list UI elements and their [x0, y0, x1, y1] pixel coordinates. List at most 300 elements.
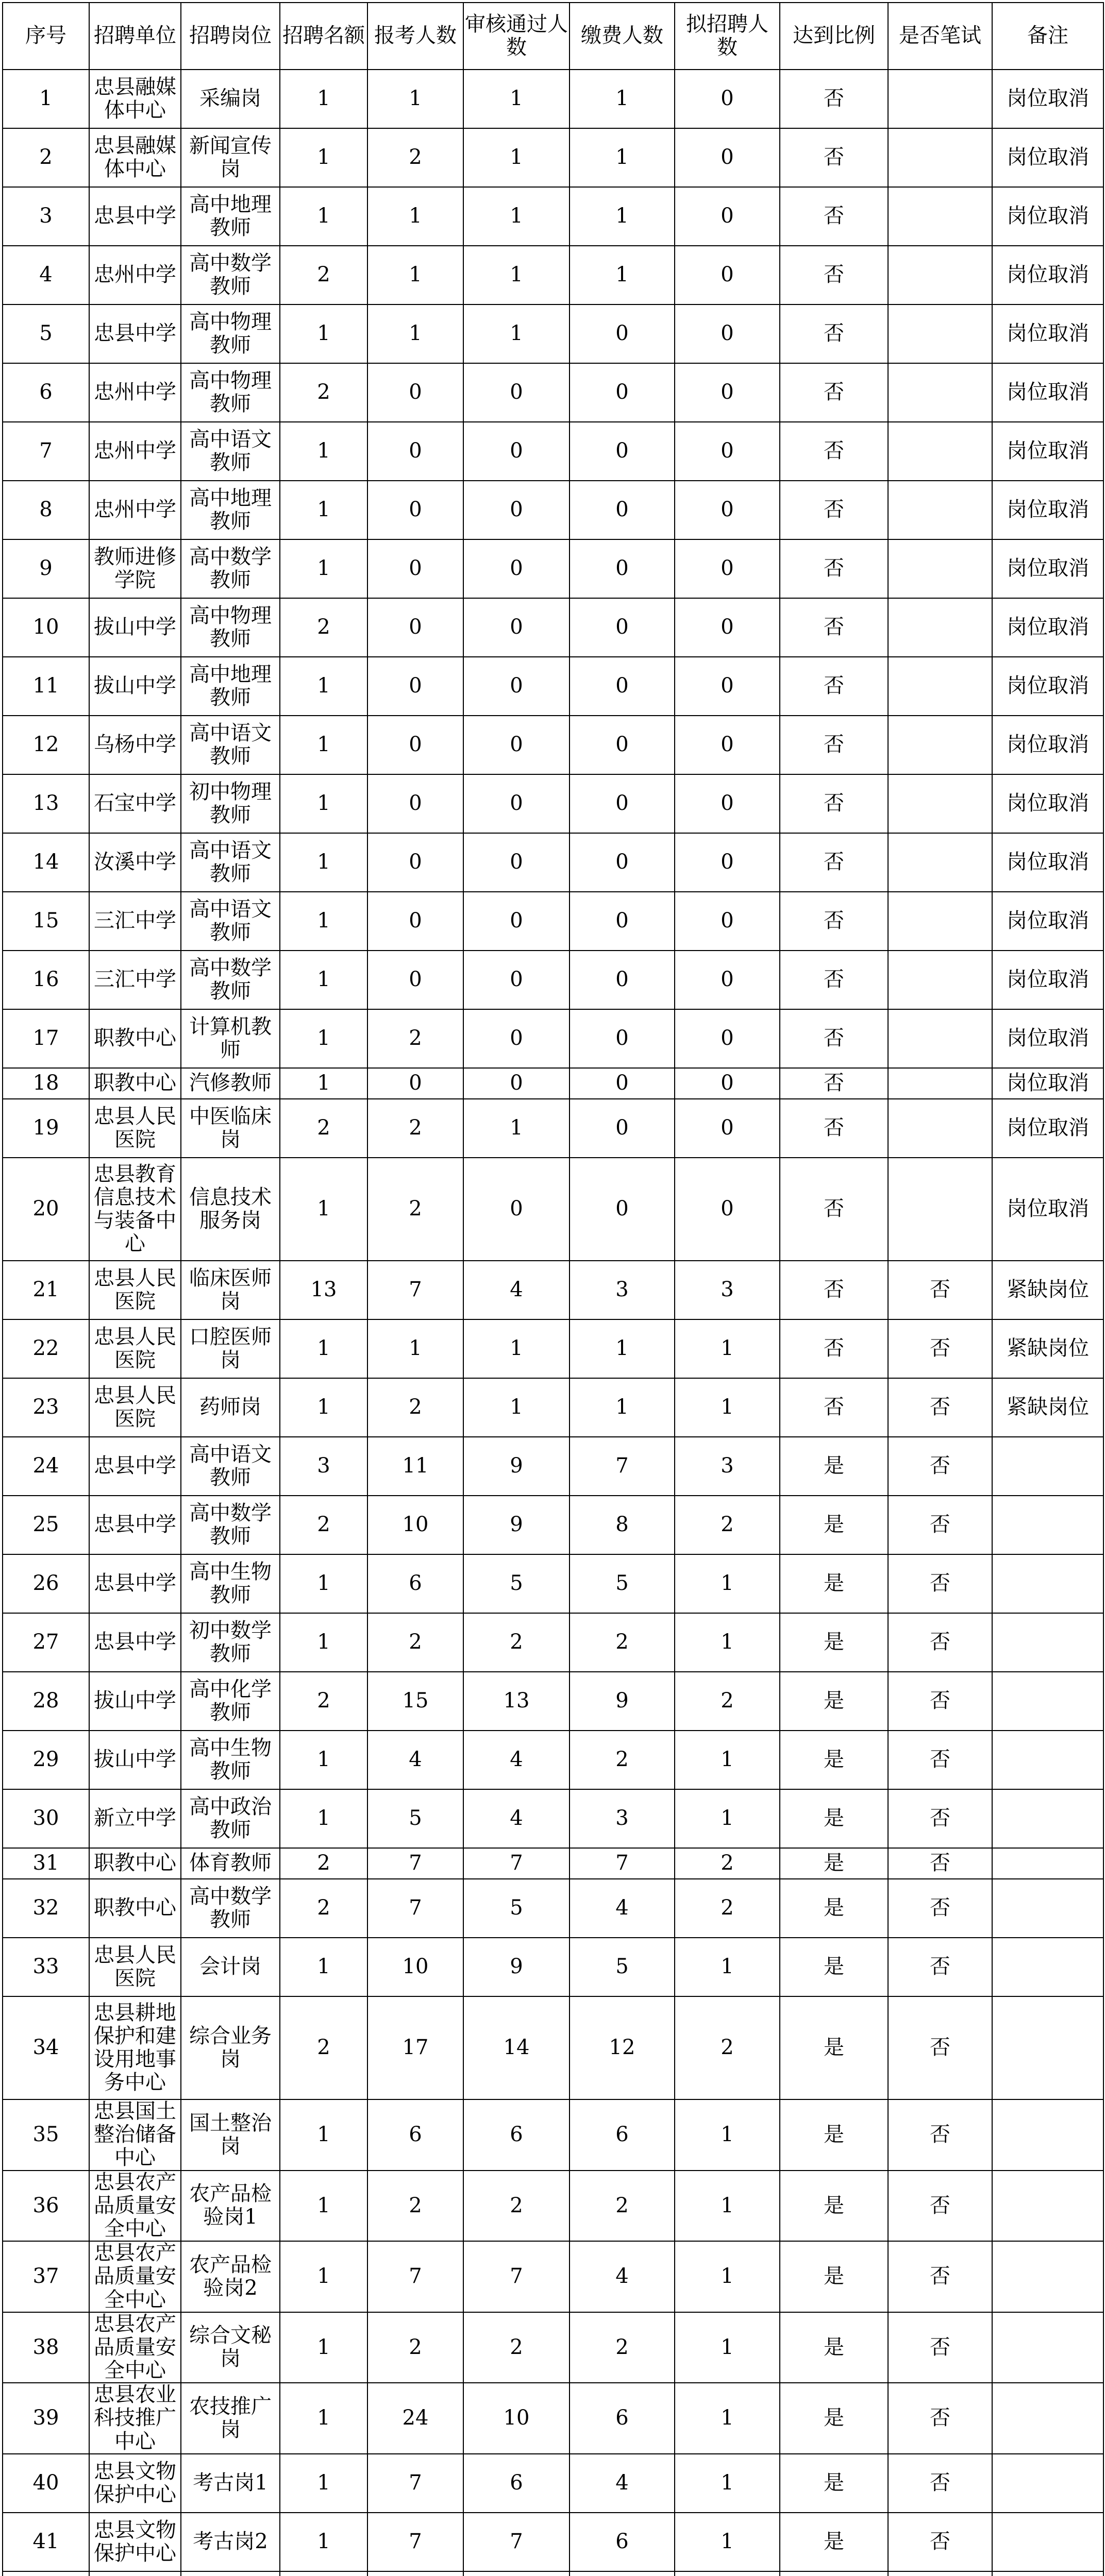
- cell-col-unit: 汝溪中学: [89, 833, 181, 892]
- cell-col-paid: 0: [570, 892, 675, 951]
- cell-col-position: 高中物理教师: [181, 598, 280, 657]
- cell-col-approved: 0: [463, 598, 570, 657]
- cell-col-ratio-met: 是: [780, 2312, 888, 2383]
- cell-col-quota: 2: [280, 1672, 367, 1731]
- cell-col-unit: 职教中心: [89, 1879, 181, 1938]
- cell-col-quota: [280, 2571, 367, 2576]
- cell-col-index: 12: [3, 716, 89, 774]
- cell-col-index: 24: [3, 1437, 89, 1496]
- cell-col-unit: 职教中心: [89, 1848, 181, 1879]
- cell-col-applicants: 11: [367, 1437, 463, 1496]
- cell-col-written-exam: [888, 481, 992, 539]
- table-row: [3, 128, 1103, 187]
- table-row: [3, 2513, 1103, 2571]
- cell-col-remarks: 岗位取消: [992, 657, 1103, 716]
- cell-col-ratio-met: 是: [780, 2099, 888, 2171]
- cell-col-applicants: 0: [367, 539, 463, 598]
- cell-col-applicants: 0: [367, 363, 463, 422]
- cell-col-index: 40: [3, 2454, 89, 2513]
- cell-col-position: 考古岗2: [181, 2513, 280, 2571]
- cell-col-remarks: 岗位取消: [992, 539, 1103, 598]
- cell-col-quota: 1: [280, 1789, 367, 1848]
- cell-col-remarks: [992, 1996, 1103, 2099]
- cell-col-applicants: 2: [367, 2312, 463, 2383]
- cell-col-planned-hires: 0: [675, 892, 780, 951]
- cell-col-position: 高中地理教师: [181, 481, 280, 539]
- cell-col-unit: 忠县人民医院: [89, 1378, 181, 1437]
- cell-col-remarks: 岗位取消: [992, 1009, 1103, 1068]
- cell-col-position: 考古岗1: [181, 2454, 280, 2513]
- cell-col-unit: 忠县文物保护中心: [89, 2513, 181, 2571]
- cell-col-planned-hires: 0: [675, 1068, 780, 1099]
- cell-col-unit: 新立中学: [89, 1789, 181, 1848]
- table-row: [3, 598, 1103, 657]
- cell-col-paid: 0: [570, 774, 675, 833]
- cell-col-remarks: [992, 2171, 1103, 2242]
- cell-col-written-exam: 否: [888, 1848, 992, 1879]
- cell-col-approved: 2: [463, 2312, 570, 2383]
- cell-col-planned-hires: 0: [675, 187, 780, 246]
- cell-col-applicants: 1: [367, 304, 463, 363]
- cell-col-remarks: 岗位取消: [992, 951, 1103, 1009]
- cell-col-index: 4: [3, 246, 89, 304]
- cell-col-written-exam: [888, 716, 992, 774]
- cell-col-remarks: [992, 1938, 1103, 1996]
- table-row: [3, 1996, 1103, 2099]
- table-body: [3, 70, 1103, 2576]
- cell-col-remarks: 紧缺岗位: [992, 1261, 1103, 1319]
- cell-col-written-exam: [888, 657, 992, 716]
- cell-col-index: 13: [3, 774, 89, 833]
- cell-col-applicants: 4: [367, 1731, 463, 1789]
- header-col-applicants: 报考人数: [367, 3, 463, 70]
- cell-col-index: 27: [3, 1613, 89, 1672]
- cell-col-written-exam: 否: [888, 2513, 992, 2571]
- table-row: [3, 2571, 1103, 2576]
- cell-col-ratio-met: 是: [780, 1437, 888, 1496]
- cell-col-planned-hires: 1: [675, 2383, 780, 2454]
- cell-col-applicants: 2: [367, 1099, 463, 1158]
- cell-col-quota: 1: [280, 1319, 367, 1378]
- cell-col-unit: 忠州中学: [89, 363, 181, 422]
- cell-col-planned-hires: 1: [675, 2312, 780, 2383]
- cell-col-written-exam: [888, 128, 992, 187]
- cell-col-unit: 忠县农产品质量安全中心: [89, 2312, 181, 2383]
- cell-col-approved: 0: [463, 1009, 570, 1068]
- cell-col-quota: 1: [280, 70, 367, 128]
- cell-col-approved: 0: [463, 1068, 570, 1099]
- cell-col-quota: 2: [280, 1848, 367, 1879]
- cell-col-index: 34: [3, 1996, 89, 2099]
- cell-col-applicants: 1: [367, 187, 463, 246]
- cell-col-paid: 6: [570, 2513, 675, 2571]
- cell-col-planned-hires: 0: [675, 1158, 780, 1261]
- cell-col-planned-hires: 1: [675, 2513, 780, 2571]
- cell-col-quota: 13: [280, 1261, 367, 1319]
- cell-col-remarks: [992, 1496, 1103, 1554]
- cell-col-approved: 6: [463, 2454, 570, 2513]
- cell-col-applicants: 10: [367, 1496, 463, 1554]
- cell-col-unit: 三汇中学: [89, 951, 181, 1009]
- cell-col-position: 农产品检验岗2: [181, 2241, 280, 2312]
- table-row: [3, 1009, 1103, 1068]
- cell-col-paid: 1: [570, 1378, 675, 1437]
- cell-col-applicants: 0: [367, 716, 463, 774]
- cell-col-position: 高中地理教师: [181, 657, 280, 716]
- cell-col-written-exam: [888, 1009, 992, 1068]
- cell-col-unit: 忠县国土整治储备中心: [89, 2099, 181, 2171]
- cell-col-index: 11: [3, 657, 89, 716]
- cell-col-paid: 9: [570, 1672, 675, 1731]
- cell-col-quota: 1: [280, 2171, 367, 2242]
- cell-col-remarks: 岗位取消: [992, 187, 1103, 246]
- table-row: [3, 892, 1103, 951]
- cell-col-approved: 9: [463, 1938, 570, 1996]
- cell-col-position: 高中生物教师: [181, 1731, 280, 1789]
- cell-col-approved: 6: [463, 2099, 570, 2171]
- cell-col-index: 25: [3, 1496, 89, 1554]
- cell-col-quota: 1: [280, 481, 367, 539]
- cell-col-planned-hires: 0: [675, 951, 780, 1009]
- cell-col-index: 8: [3, 481, 89, 539]
- cell-col-approved: 9: [463, 1437, 570, 1496]
- table-row: [3, 2383, 1103, 2454]
- cell-col-ratio-met: 否: [780, 187, 888, 246]
- cell-col-ratio-met: 否: [780, 598, 888, 657]
- cell-col-planned-hires: 1: [675, 2099, 780, 2171]
- cell-col-written-exam: 否: [888, 2099, 992, 2171]
- cell-col-ratio-met: 否: [780, 774, 888, 833]
- cell-col-planned-hires: 0: [675, 833, 780, 892]
- cell-col-quota: 1: [280, 1731, 367, 1789]
- cell-col-unit: 三汇中学: [89, 892, 181, 951]
- cell-col-position: 体育教师: [181, 1848, 280, 1879]
- cell-col-planned-hires: 2: [675, 1496, 780, 1554]
- cell-col-approved: 0: [463, 539, 570, 598]
- cell-col-applicants: 7: [367, 1848, 463, 1879]
- cell-col-position: 高中物理教师: [181, 304, 280, 363]
- cell-col-remarks: 岗位取消: [992, 598, 1103, 657]
- cell-col-paid: 0: [570, 363, 675, 422]
- cell-col-planned-hires: 0: [675, 481, 780, 539]
- cell-col-approved: 0: [463, 716, 570, 774]
- cell-col-written-exam: [888, 1099, 992, 1158]
- cell-col-position: 农技推广岗: [181, 2383, 280, 2454]
- cell-col-unit: 忠县文物保护中心: [89, 2454, 181, 2513]
- cell-col-paid: 0: [570, 539, 675, 598]
- cell-col-ratio-met: 否: [780, 1099, 888, 1158]
- cell-col-position: 高中数学教师: [181, 951, 280, 1009]
- table-row: [3, 1672, 1103, 1731]
- cell-col-position: 口腔医师岗: [181, 1319, 280, 1378]
- cell-col-paid: 6: [570, 2099, 675, 2171]
- cell-col-paid: 0: [570, 422, 675, 481]
- cell-col-planned-hires: 0: [675, 774, 780, 833]
- cell-col-applicants: 7: [367, 1879, 463, 1938]
- cell-col-position: 高中化学教师: [181, 1672, 280, 1731]
- cell-col-unit: 忠县人民医院: [89, 1261, 181, 1319]
- cell-col-written-exam: [888, 539, 992, 598]
- header-col-unit: 招聘单位: [89, 3, 181, 70]
- cell-col-remarks: 紧缺岗位: [992, 1378, 1103, 1437]
- cell-col-planned-hires: 3: [675, 1437, 780, 1496]
- cell-col-position: 高中政治教师: [181, 1789, 280, 1848]
- cell-col-position: 高中数学教师: [181, 246, 280, 304]
- table-row: [3, 1613, 1103, 1672]
- cell-col-approved: 1: [463, 1378, 570, 1437]
- cell-col-position: 采编岗: [181, 70, 280, 128]
- table-row: [3, 2099, 1103, 2171]
- cell-col-applicants: 6: [367, 1554, 463, 1613]
- cell-col-unit: [89, 2571, 181, 2576]
- cell-col-planned-hires: 2: [675, 1879, 780, 1938]
- cell-col-index: 17: [3, 1009, 89, 1068]
- cell-col-index: 14: [3, 833, 89, 892]
- cell-col-ratio-met: 否: [780, 422, 888, 481]
- table-row: [3, 1437, 1103, 1496]
- cell-col-written-exam: 否: [888, 2383, 992, 2454]
- table-row: [3, 1496, 1103, 1554]
- table-row: [3, 833, 1103, 892]
- cell-col-ratio-met: 是: [780, 1848, 888, 1879]
- cell-col-quota: 1: [280, 2454, 367, 2513]
- cell-col-planned-hires: 0: [675, 70, 780, 128]
- cell-col-position: 高中语文教师: [181, 1437, 280, 1496]
- cell-col-quota: 1: [280, 1554, 367, 1613]
- cell-col-written-exam: [888, 70, 992, 128]
- cell-col-planned-hires: 0: [675, 304, 780, 363]
- cell-col-index: 15: [3, 892, 89, 951]
- cell-col-unit: 乌杨中学: [89, 716, 181, 774]
- cell-col-written-exam: [888, 422, 992, 481]
- cell-col-applicants: 7: [367, 2454, 463, 2513]
- cell-col-written-exam: [888, 246, 992, 304]
- cell-col-applicants: 7: [367, 2513, 463, 2571]
- cell-col-quota: 2: [280, 1996, 367, 2099]
- cell-col-planned-hires: 1: [675, 1554, 780, 1613]
- cell-col-quota: 1: [280, 187, 367, 246]
- cell-col-planned-hires: 0: [675, 128, 780, 187]
- cell-col-approved: 2: [463, 2171, 570, 2242]
- cell-col-applicants: 15: [367, 1672, 463, 1731]
- cell-col-ratio-met: 是: [780, 1879, 888, 1938]
- cell-col-quota: 1: [280, 2312, 367, 2383]
- cell-col-approved: 1: [463, 304, 570, 363]
- cell-col-index: 3: [3, 187, 89, 246]
- cell-col-approved: 0: [463, 481, 570, 539]
- cell-col-quota: 2: [280, 1879, 367, 1938]
- cell-col-unit: 拔山中学: [89, 598, 181, 657]
- cell-col-approved: 13: [463, 1672, 570, 1731]
- cell-col-ratio-met: 否: [780, 657, 888, 716]
- cell-col-ratio-met: 否: [780, 1009, 888, 1068]
- table-row: [3, 1158, 1103, 1261]
- cell-col-paid: 12: [570, 1996, 675, 2099]
- cell-col-quota: 1: [280, 128, 367, 187]
- cell-col-applicants: 0: [367, 892, 463, 951]
- cell-col-approved: 5: [463, 1554, 570, 1613]
- cell-col-applicants: 7: [367, 1261, 463, 1319]
- cell-col-unit: 忠县中学: [89, 1554, 181, 1613]
- cell-col-applicants: 7: [367, 2241, 463, 2312]
- cell-col-ratio-met: 是: [780, 1789, 888, 1848]
- cell-col-ratio-met: 是: [780, 2454, 888, 2513]
- table-header-row: [3, 3, 1103, 70]
- cell-col-planned-hires: 1: [675, 2241, 780, 2312]
- header-col-quota: 招聘名额: [280, 3, 367, 70]
- cell-col-index: 16: [3, 951, 89, 1009]
- cell-col-planned-hires: 1: [675, 1319, 780, 1378]
- cell-col-index: 21: [3, 1261, 89, 1319]
- cell-col-position: 国土整治岗: [181, 2099, 280, 2171]
- cell-col-unit: 忠县人民医院: [89, 1319, 181, 1378]
- cell-col-remarks: [992, 2513, 1103, 2571]
- cell-col-approved: 7: [463, 2513, 570, 2571]
- cell-col-written-exam: [888, 951, 992, 1009]
- cell-col-applicants: 5: [367, 1789, 463, 1848]
- cell-col-applicants: 1: [367, 70, 463, 128]
- cell-col-planned-hires: 0: [675, 363, 780, 422]
- cell-col-remarks: [992, 1848, 1103, 1879]
- cell-col-approved: 0: [463, 892, 570, 951]
- cell-col-unit: 忠县农产品质量安全中心: [89, 2171, 181, 2242]
- cell-col-ratio-met: 否: [780, 1158, 888, 1261]
- cell-col-unit: 忠县融媒体中心: [89, 128, 181, 187]
- cell-col-ratio-met: 否: [780, 246, 888, 304]
- cell-col-planned-hires: 0: [675, 598, 780, 657]
- cell-col-paid: 0: [570, 657, 675, 716]
- cell-col-paid: 0: [570, 481, 675, 539]
- cell-col-remarks: [992, 2241, 1103, 2312]
- table-row: [3, 187, 1103, 246]
- cell-col-remarks: 岗位取消: [992, 1068, 1103, 1099]
- cell-col-quota: 2: [280, 363, 367, 422]
- header-col-ratio-met: 达到比例: [780, 3, 888, 70]
- recruitment-table: [2, 2, 1104, 2576]
- cell-col-paid: 1: [570, 187, 675, 246]
- cell-col-applicants: [367, 2571, 463, 2576]
- cell-col-index: 38: [3, 2312, 89, 2383]
- cell-col-ratio-met: 是: [780, 1613, 888, 1672]
- table-row: [3, 422, 1103, 481]
- cell-col-written-exam: 否: [888, 1731, 992, 1789]
- cell-col-paid: 1: [570, 128, 675, 187]
- cell-col-unit: 职教中心: [89, 1068, 181, 1099]
- cell-col-ratio-met: 是: [780, 1731, 888, 1789]
- cell-col-paid: 0: [570, 1099, 675, 1158]
- header-col-paid: 缴费人数: [570, 3, 675, 70]
- table-row: [3, 2171, 1103, 2242]
- cell-col-applicants: 0: [367, 951, 463, 1009]
- cell-col-written-exam: [888, 1068, 992, 1099]
- cell-col-remarks: 岗位取消: [992, 422, 1103, 481]
- cell-col-quota: 2: [280, 1099, 367, 1158]
- cell-col-applicants: 0: [367, 1068, 463, 1099]
- cell-col-approved: 2: [463, 1613, 570, 1672]
- cell-col-position: 高中生物教师: [181, 1554, 280, 1613]
- cell-col-unit: 忠县人民医院: [89, 1938, 181, 1996]
- cell-col-approved: 0: [463, 1158, 570, 1261]
- cell-col-quota: 1: [280, 951, 367, 1009]
- cell-col-ratio-met: 否: [780, 304, 888, 363]
- cell-col-ratio-met: 否: [780, 1378, 888, 1437]
- cell-col-planned-hires: 1: [675, 2171, 780, 2242]
- cell-col-index: 36: [3, 2171, 89, 2242]
- cell-col-ratio-met: 否: [780, 1068, 888, 1099]
- cell-col-ratio-met: 否: [780, 716, 888, 774]
- cell-col-remarks: [992, 2383, 1103, 2454]
- cell-col-position: 初中数学教师: [181, 1613, 280, 1672]
- cell-col-index: 5: [3, 304, 89, 363]
- cell-col-remarks: 岗位取消: [992, 481, 1103, 539]
- cell-col-written-exam: 否: [888, 1996, 992, 2099]
- cell-col-ratio-met: 是: [780, 1938, 888, 1996]
- cell-col-applicants: 6: [367, 2099, 463, 2171]
- cell-col-written-exam: [888, 187, 992, 246]
- cell-col-unit: 拔山中学: [89, 657, 181, 716]
- cell-col-remarks: [992, 1879, 1103, 1938]
- cell-col-unit: 教师进修学院: [89, 539, 181, 598]
- cell-col-ratio-met: 是: [780, 2171, 888, 2242]
- cell-col-paid: 1: [570, 1319, 675, 1378]
- cell-col-planned-hires: 1: [675, 1613, 780, 1672]
- cell-col-approved: 0: [463, 951, 570, 1009]
- table-row: [3, 716, 1103, 774]
- cell-col-paid: 0: [570, 1068, 675, 1099]
- header-col-written-exam: 是否笔试: [888, 3, 992, 70]
- cell-col-written-exam: 否: [888, 2241, 992, 2312]
- cell-col-unit: 忠县农业科技推广中心: [89, 2383, 181, 2454]
- cell-col-index: 10: [3, 598, 89, 657]
- cell-col-remarks: [992, 1554, 1103, 1613]
- cell-col-remarks: 岗位取消: [992, 246, 1103, 304]
- cell-col-quota: 1: [280, 1613, 367, 1672]
- cell-col-position: 高中语文教师: [181, 833, 280, 892]
- cell-col-remarks: [992, 2571, 1103, 2576]
- cell-col-remarks: 紧缺岗位: [992, 1319, 1103, 1378]
- cell-col-paid: 3: [570, 1261, 675, 1319]
- cell-col-position: 会计岗: [181, 1938, 280, 1996]
- cell-col-ratio-met: 否: [780, 951, 888, 1009]
- cell-col-planned-hires: 0: [675, 657, 780, 716]
- cell-col-approved: 1: [463, 70, 570, 128]
- cell-col-unit: 石宝中学: [89, 774, 181, 833]
- cell-col-index: 30: [3, 1789, 89, 1848]
- cell-col-unit: 忠州中学: [89, 422, 181, 481]
- cell-col-position: 中医临床岗: [181, 1099, 280, 1158]
- cell-col-approved: 1: [463, 1319, 570, 1378]
- cell-col-written-exam: 否: [888, 2312, 992, 2383]
- cell-col-paid: 0: [570, 598, 675, 657]
- cell-col-quota: 2: [280, 598, 367, 657]
- cell-col-index: 22: [3, 1319, 89, 1378]
- cell-col-index: 41: [3, 2513, 89, 2571]
- cell-col-remarks: [992, 2454, 1103, 2513]
- cell-col-paid: 0: [570, 304, 675, 363]
- cell-col-position: 高中语文教师: [181, 892, 280, 951]
- cell-col-remarks: 岗位取消: [992, 70, 1103, 128]
- cell-col-paid: 1: [570, 246, 675, 304]
- cell-col-applicants: 2: [367, 1378, 463, 1437]
- cell-col-approved: 4: [463, 1789, 570, 1848]
- cell-col-unit: 忠州中学: [89, 246, 181, 304]
- table-row: [3, 1731, 1103, 1789]
- cell-col-remarks: 岗位取消: [992, 363, 1103, 422]
- header-col-remarks: 备注: [992, 3, 1103, 70]
- cell-col-paid: 0: [570, 1158, 675, 1261]
- cell-col-written-exam: [888, 2571, 992, 2576]
- cell-col-written-exam: 否: [888, 1613, 992, 1672]
